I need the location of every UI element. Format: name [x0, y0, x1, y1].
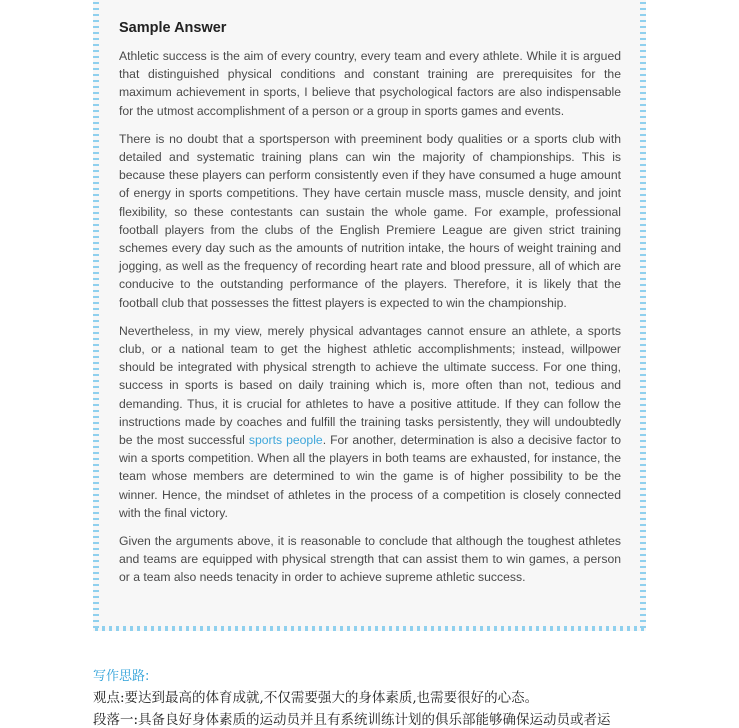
writing-ideas-heading: 写作思路: — [93, 669, 150, 684]
writing-ideas-viewpoint: 观点:要达到最高的体育成就,不仅需要强大的身体素质,也需要很好的心态。 — [93, 690, 539, 706]
paragraph-body-2-start: Nevertheless, in my view, merely physical advantages cannot ensure an athlete, a sports club, or a national team to get the highest athletic accomplishments; instead, willpower should be integrated with physical strength to achieve the ultimate success. For one thing, success in sports is based on daily training which is, more often than not, tedious and demanding. Thus, it is crucial for athletes to have a positive attitude. If they can follow the instructions made by coaches and fulfill the training tasks persistently, they will undoubtedly be the most successful — [119, 323, 621, 448]
dashed-border-left — [93, 0, 99, 631]
paragraph-body-2 — [119, 322, 621, 522]
paragraph-conclusion: Given the arguments above, it is reasonable to conclude that although the toughest athletes and teams are equipped with physical strength that can assist them to win games, a person or a team also needs tenacity in order to achieve supreme athletic success. — [119, 534, 621, 585]
sample-answer-box — [93, 0, 646, 631]
paragraph-intro: Athletic success is the aim of every country, every team and every athlete. While it is argued that distinguished physical conditions and constant training are prerequisites for the maximum achievement in sports, I believe that psychological factors are also indispensable for the utmost accomplishment of a person or a group in sports games and events. — [119, 49, 621, 118]
dashed-border-right — [640, 0, 646, 631]
sports-people-link[interactable]: sports people — [248, 433, 323, 448]
paragraph-body-1: There is no doubt that a sportsperson with preeminent body qualities or a sports club with detailed and systematic training plans can win the majority of championships. This is because these players can perform consistently even if they have consumed a huge amount of energy in sports competitions. They have certain muscle mass, muscle density, and joint flexibility, so these contestants can sustain the whole game. For example, professional football players from the clubs of the English Premiere League are given strict training schemes every day such as the amounts of nutrition intake, the hours of weight training and jogging, as well as the frequency of recording heart rate and blood pressure, all of which are conducive to the outstanding performance of the players. Therefore, it is likely that the football club that possesses the fittest players is expected to win the championship. — [119, 131, 621, 310]
dashed-border-bottom — [93, 626, 646, 631]
answer-content — [119, 20, 621, 597]
paragraph-body-2-end: . For another, determination is also a decisive factor to win a sports competition. When all the players in both teams are exhausted, for instance, the team whose members are determined to win the game is of higher possibility to be the winner. Hence, the mindset of athletes in the process of a competition is closely connected with the final victory. — [119, 433, 621, 520]
answer-title: Sample Answer — [119, 20, 227, 36]
writing-ideas-paragraph-one: 段落一:具备良好身体素质的运动员并且有系统训练计划的俱乐部能够确保运动员或者运 — [93, 712, 611, 728]
